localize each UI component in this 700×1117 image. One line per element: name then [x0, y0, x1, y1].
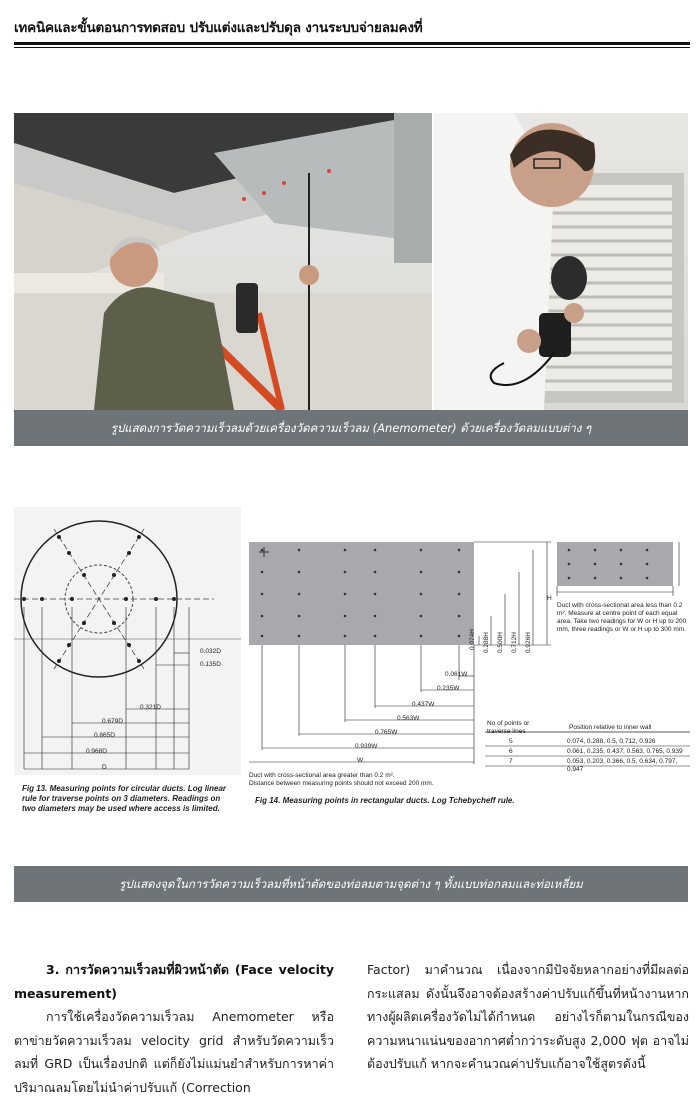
figure-circular-duct — [14, 507, 241, 775]
body-right-column — [367, 958, 689, 1076]
left-paragraph: การใช้เครื่องวัดความเร็วลม Anemometer หรือตาข่ายวัดความเร็วลม velocity grid สำหรับวัดความเร็วลมที่ GRD เป็นเรื่องปกติ แต่ก็ยังไม่แม่นยำสำหรับการหาค่าปริมาณลมโดยไม่นำค่าปรับแก้ (Correction — [14, 1009, 334, 1095]
fig14-caption: Fig 14. Measuring points in rectangular ducts. Log Tchebycheff rule. — [255, 796, 515, 805]
fig14-dim-5: 0.939W — [355, 743, 378, 750]
fig13-dim-1: 0.135D — [200, 661, 221, 668]
fig14-row-n-1: 6 — [509, 748, 513, 755]
fig13-dim-2: 0.321D — [140, 704, 161, 711]
fig13-caption: Fig 13. Measuring points for circular ducts. Log linear rule for traverse points on 3 diameters. Readings on two diameters may be used where access is limited. — [22, 784, 227, 813]
page-header-title: เทคนิคและขั้นตอนการทดสอบ ปรับแต่งและปรับดุล งานระบบจ่ายลมคงที่ — [14, 20, 423, 36]
fig14-dim-1: 0.235W — [437, 685, 460, 692]
fig14-dim-4: 0.765W — [375, 729, 398, 736]
fig14-row-n-2: 7 — [509, 758, 513, 765]
fig14-table-header-b: Position relative to inner wall — [569, 724, 652, 731]
fig13-dim-5: 0.968D — [86, 748, 107, 755]
fig14-dim-2: 0.437W — [412, 701, 435, 708]
photos-caption: รูปแสดงการวัดความเร็วลมด้วยเครื่องวัดความเร็วลม (Anemometer) ด้วยเครื่องวัดลมแบบต่าง ๆ — [14, 410, 688, 446]
fig14-hdim-4: 0.926H — [525, 632, 532, 653]
fig14-dim-0: 0.061W — [445, 671, 468, 678]
fig13-dim-3: 0.679D — [102, 718, 123, 725]
fig14-row-pos-2: 0.053, 0.203, 0.366, 0.5, 0.634, 0.797, 0.947 — [567, 758, 678, 773]
fig14-hdim-5: H — [547, 595, 552, 602]
right-paragraph: Factor) มาคำนวณ เนื่องจากมีปัจจัยหลากอย่างที่มีผลต่อกระแสลม ดังนั้นจึงอาจต้องสร้างค่าปรับแก้ขึ้นที่หน้างานหากทางผู้ผลิตเครื่องวัดไม่ได้กำหนด อย่างไรก็ตามในกรณีของความหนาแน่นของอากาศต่ำกว่าระดับสูง 2,000 ฟุต อาจไม่ต้องปรับแก้ หากจะคำนวณค่าปรับแก้อาจใช้สูตรดังนี้ — [367, 962, 689, 1071]
header-rule-thin — [14, 47, 690, 48]
fig14-row-pos-1: 0.061, 0.235, 0.437, 0.563, 0.765, 0.939 — [567, 748, 683, 755]
fig13-dim-6: D — [102, 764, 107, 771]
fig13-dim-0: 0.032D — [200, 648, 221, 655]
photo-anemometer-ceiling — [14, 113, 432, 410]
fig14-dim-3: 0.563W — [397, 715, 420, 722]
figures-caption: รูปแสดงจุดในการวัดความเร็วลมที่หน้าตัดของท่อลมตามจุดต่าง ๆ ทั้งแบบท่อกลมและท่อเหลี่ยม — [14, 866, 688, 902]
fig14-small-note: Duct with cross-sectional area less than 0.2 m². Measure at centre point of each equal area. Take two readings for W or H up to 200 mm, three readings or W or H up to 300 mm. — [557, 602, 687, 633]
fig14-row-n-0: 5 — [509, 738, 513, 745]
fig14-hdim-1: 0.288H — [483, 632, 490, 653]
header-rule — [14, 42, 690, 45]
fig14-hdim-2: 0.500H — [497, 632, 504, 653]
body-left-column — [14, 958, 334, 1099]
fig14-hdim-0: 0.074H — [469, 629, 476, 650]
fig14-bottom-note-1: Duct with cross-sectional area greater than 0.2 m². — [249, 772, 395, 779]
fig14-dim-6: W — [357, 757, 364, 764]
fig14-row-pos-0: 0.074, 0.288, 0.5, 0.712, 0.926 — [567, 738, 656, 745]
section-heading: 3. การวัดความเร็วลมที่ผิวหน้าตัด (Face velocity measurement) — [14, 962, 334, 1001]
figure-rectangular-duct — [247, 540, 690, 773]
photo-anemometer-grille — [434, 113, 688, 410]
fig13-dim-4: 0.865D — [94, 732, 115, 739]
fig14-table-header-a: No of points or traverse lines — [487, 720, 530, 735]
fig14-hdim-3: 0.712H — [511, 632, 518, 653]
fig14-bottom-note-2: Distance between measuring points should not exceed 200 mm. — [249, 780, 434, 787]
